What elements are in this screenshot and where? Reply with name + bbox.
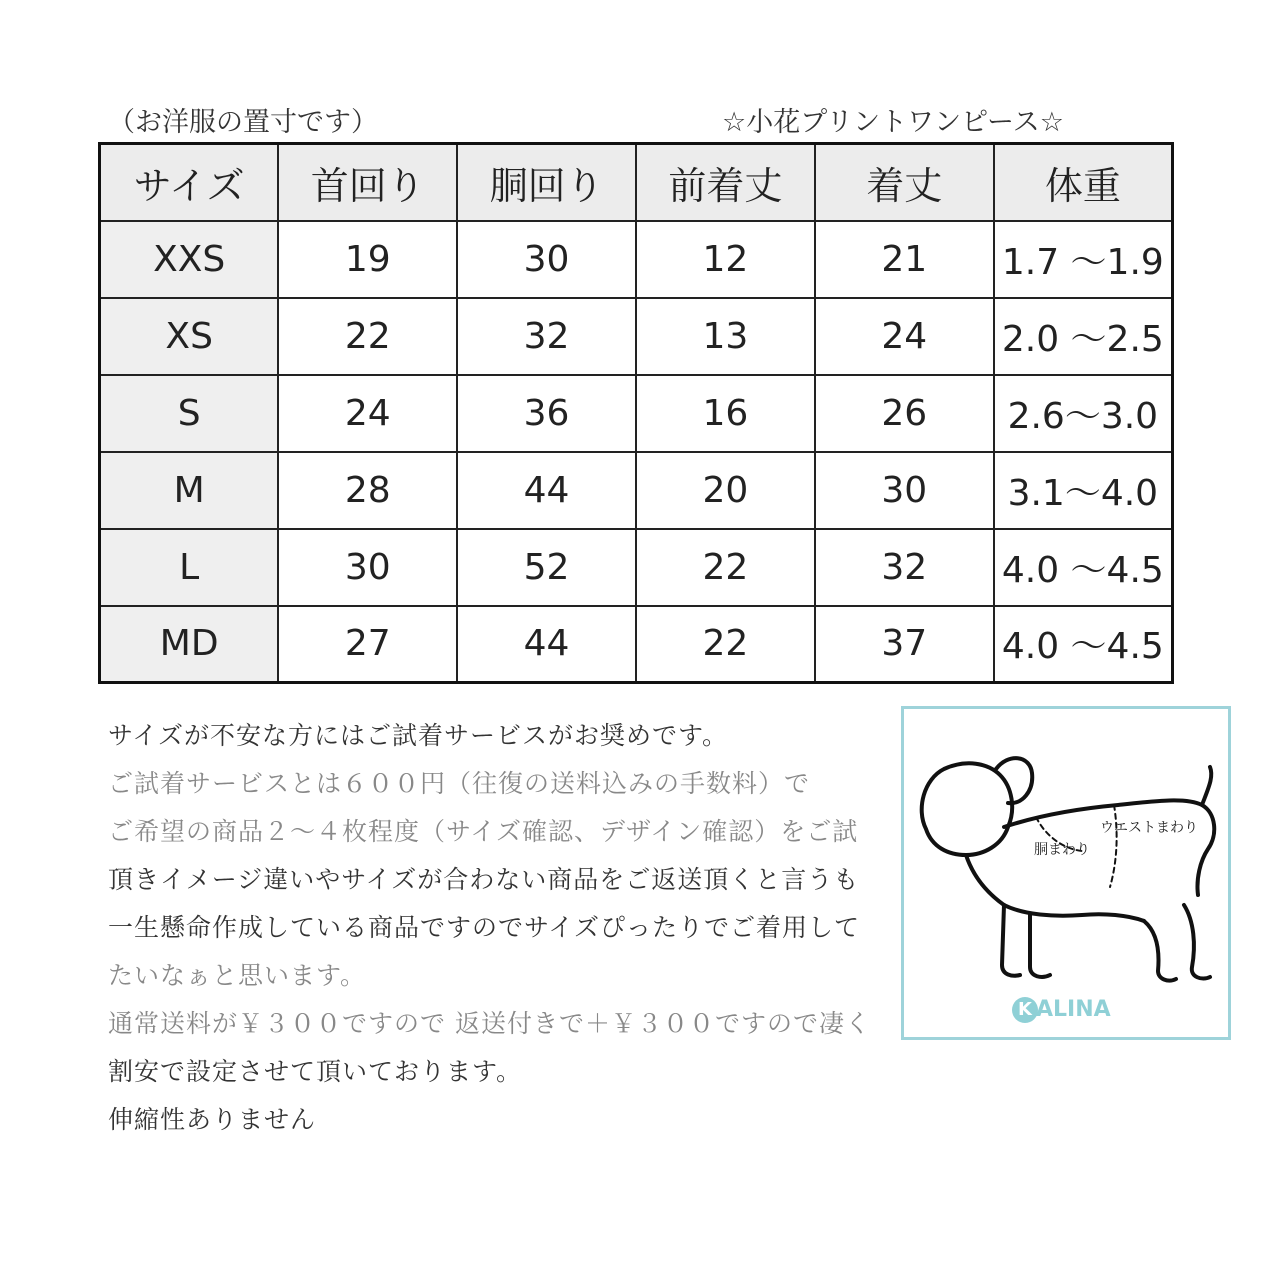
logo-text: ALINA xyxy=(1036,997,1111,1022)
table-cell: 22 xyxy=(636,529,815,606)
table-row xyxy=(100,298,1173,375)
kalina-logo xyxy=(1012,995,1132,1025)
table-row xyxy=(100,375,1173,452)
table-cell: 2.6〜3.0 xyxy=(994,375,1173,452)
table-cell: 16 xyxy=(636,375,815,452)
table-cell: 3.1〜4.0 xyxy=(994,452,1173,529)
table-row xyxy=(100,529,1173,606)
size-label: XXS xyxy=(100,221,279,298)
table-cell: 32 xyxy=(457,298,636,375)
table-cell: 4.0 〜4.5 xyxy=(994,529,1173,606)
header-weight: 体重 xyxy=(994,144,1173,221)
size-table xyxy=(98,142,1174,684)
table-cell: 20 xyxy=(636,452,815,529)
header-size: サイズ xyxy=(100,144,279,221)
chest-label: 胴まわり xyxy=(1034,842,1090,858)
trial-service-notes xyxy=(108,712,893,1144)
note-line: 割安で設定させて頂いております。 xyxy=(108,1057,523,1086)
table-header-row xyxy=(100,144,1173,221)
note-line: サイズが不安な方にはご試着サービスがお奨めです。 xyxy=(108,721,729,750)
size-label: MD xyxy=(100,606,279,683)
table-cell: 21 xyxy=(815,221,994,298)
table-cell: 30 xyxy=(278,529,457,606)
dog-measurement-figure xyxy=(901,706,1231,1040)
table-cell: 24 xyxy=(278,375,457,452)
table-cell: 1.7 〜1.9 xyxy=(994,221,1173,298)
table-cell: 37 xyxy=(815,606,994,683)
table-cell: 26 xyxy=(815,375,994,452)
table-row xyxy=(100,221,1173,298)
table-cell: 44 xyxy=(457,606,636,683)
size-label: M xyxy=(100,452,279,529)
table-cell: 24 xyxy=(815,298,994,375)
note-line: 通常送料が￥３００ですので 返送付きで＋￥３００ですので凄く xyxy=(108,1009,871,1038)
note-line: ご試着サービスとは６００円（往復の送料込みの手数料）で xyxy=(108,769,811,798)
table-cell: 32 xyxy=(815,529,994,606)
note-line: ご希望の商品２～４枚程度（サイズ確認、デザイン確認）をご試 xyxy=(108,817,859,846)
size-label: XS xyxy=(100,298,279,375)
note-line: 頂きイメージ違いやサイズが合わない商品をご返送頂くと言うも xyxy=(108,865,860,894)
table-cell: 22 xyxy=(278,298,457,375)
table-cell: 44 xyxy=(457,452,636,529)
table-cell: 4.0 〜4.5 xyxy=(994,606,1173,683)
waist-label: ウエストまわり xyxy=(1100,820,1198,836)
size-label: L xyxy=(100,529,279,606)
logo-letter: K xyxy=(1012,997,1038,1023)
size-label: S xyxy=(100,375,279,452)
note-line: 伸縮性ありません xyxy=(108,1105,317,1134)
caption-garment-measurements: （お洋服の置寸です） xyxy=(108,107,378,138)
table-cell: 22 xyxy=(636,606,815,683)
table-cell: 30 xyxy=(457,221,636,298)
note-line: たいなぁと思います。 xyxy=(108,961,367,990)
table-cell: 12 xyxy=(636,221,815,298)
header-chest: 胴回り xyxy=(457,144,636,221)
caption-product-name: ☆小花プリントワンピース☆ xyxy=(722,107,1064,138)
table-cell: 28 xyxy=(278,452,457,529)
note-line: 一生懸命作成している商品ですのでサイズぴったりでご着用して xyxy=(108,913,861,942)
header-front-length: 前着丈 xyxy=(636,144,815,221)
table-row xyxy=(100,452,1173,529)
dog-silhouette-icon xyxy=(904,709,1228,1037)
header-neck: 首回り xyxy=(278,144,457,221)
table-cell: 13 xyxy=(636,298,815,375)
table-cell: 27 xyxy=(278,606,457,683)
table-cell: 19 xyxy=(278,221,457,298)
table-cell: 30 xyxy=(815,452,994,529)
table-row xyxy=(100,606,1173,683)
table-cell: 36 xyxy=(457,375,636,452)
table-cell: 52 xyxy=(457,529,636,606)
table-cell: 2.0 〜2.5 xyxy=(994,298,1173,375)
header-length: 着丈 xyxy=(815,144,994,221)
